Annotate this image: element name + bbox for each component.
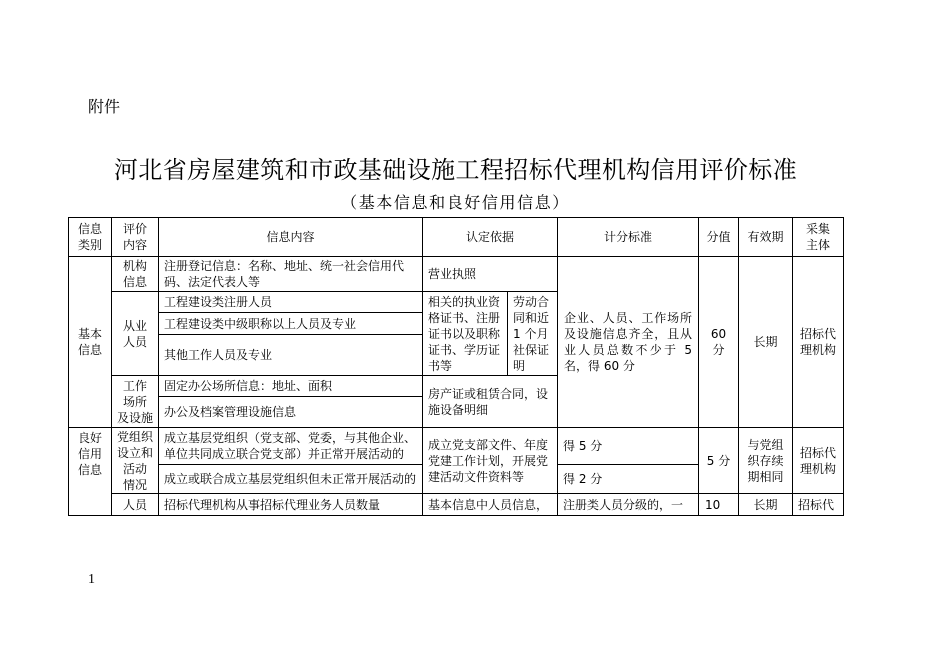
header-evaluation-item: 评价 内容: [112, 218, 159, 257]
page-number: 1: [88, 572, 95, 587]
table-row: [69, 428, 844, 465]
party-basis: 成立党支部文件、年度党建工作计划，开展党建活动文件资料等: [423, 428, 558, 494]
header-basis: 认定依据: [423, 218, 558, 257]
personnel-basis-labor: 劳动合同和近 1 个月社保证明: [508, 292, 558, 376]
personnel-item: 从业 人员: [112, 292, 159, 376]
party-item: 党组织 设立和 活动 情况: [112, 428, 159, 494]
personnel-content-intermediate: 工程建设类中级职称以上人员及专业: [159, 313, 423, 335]
table-row: [69, 257, 844, 292]
party-content-active: 成立基层党组织（党支部、党委，与其他企业、单位共同成立联合党支部）并正常开展活动的: [159, 428, 423, 465]
workplace-basis: 房产证或租赁合同，设施设备明细: [423, 376, 558, 428]
party-score: 5 分: [699, 428, 739, 494]
personnel-content-other: 其他工作人员及专业: [159, 335, 423, 376]
table-row: [69, 494, 844, 516]
header-scoring: 计分标准: [558, 218, 699, 257]
workplace-item: 工作 场所 及设施: [112, 376, 159, 428]
basic-info-validity: 长期: [739, 257, 793, 428]
basic-info-scoring: 企业、人员、工作场所及设施信息齐全，且从业人员总数不少于 5 名，得 60 分: [558, 257, 699, 428]
personnel-basis-certificates: 相关的执业资格证书、注册证书以及职称证书、学历证书等: [423, 292, 508, 376]
party-collector: 招标代 理机构: [793, 428, 844, 494]
staff-scoring: 注册类人员分级的，一: [558, 494, 699, 516]
basic-info-score: 60 分: [699, 257, 739, 428]
workplace-content-facilities: 办公及档案管理设施信息: [159, 397, 423, 428]
basic-info-collector: 招标代 理机构: [793, 257, 844, 428]
workplace-content-office: 固定办公场所信息：地址、面积: [159, 376, 423, 397]
attachment-label: 附件: [88, 97, 121, 116]
document-title: 河北省房屋建筑和市政基础设施工程招标代理机构信用评价标准: [113, 156, 798, 184]
good-credit-category: 良好 信用 信息: [69, 428, 112, 516]
party-content-inactive: 成立或联合成立基层党组织但未正常开展活动的: [159, 465, 423, 494]
staff-score: 10: [699, 494, 739, 516]
header-collector: 采集 主体: [793, 218, 844, 257]
party-validity: 与党组 织存续 期相同: [739, 428, 793, 494]
header-info-content: 信息内容: [159, 218, 423, 257]
org-info-item: 机构 信息: [112, 257, 159, 292]
header-score: 分值: [699, 218, 739, 257]
party-scoring-inactive: 得 2 分: [558, 465, 699, 494]
credit-evaluation-table: [68, 217, 844, 516]
table-header-row: [69, 218, 844, 257]
header-validity: 有效期: [739, 218, 793, 257]
org-info-content: 注册登记信息：名称、地址、统一社会信用代码、法定代表人等: [159, 257, 423, 292]
party-scoring-active: 得 5 分: [558, 428, 699, 465]
staff-validity: 长期: [739, 494, 793, 516]
staff-item: 人员: [112, 494, 159, 516]
staff-basis: 基本信息中人员信息，: [423, 494, 558, 516]
header-info-category: 信息 类别: [69, 218, 112, 257]
staff-content: 招标代理机构从事招标代理业务人员数量: [159, 494, 423, 516]
document-subtitle: （基本信息和良好信用信息）: [341, 193, 570, 212]
personnel-content-registered: 工程建设类注册人员: [159, 292, 423, 313]
org-info-basis: 营业执照: [423, 257, 558, 292]
basic-info-category: 基本 信息: [69, 257, 112, 428]
staff-collector: 招标代: [793, 494, 844, 516]
